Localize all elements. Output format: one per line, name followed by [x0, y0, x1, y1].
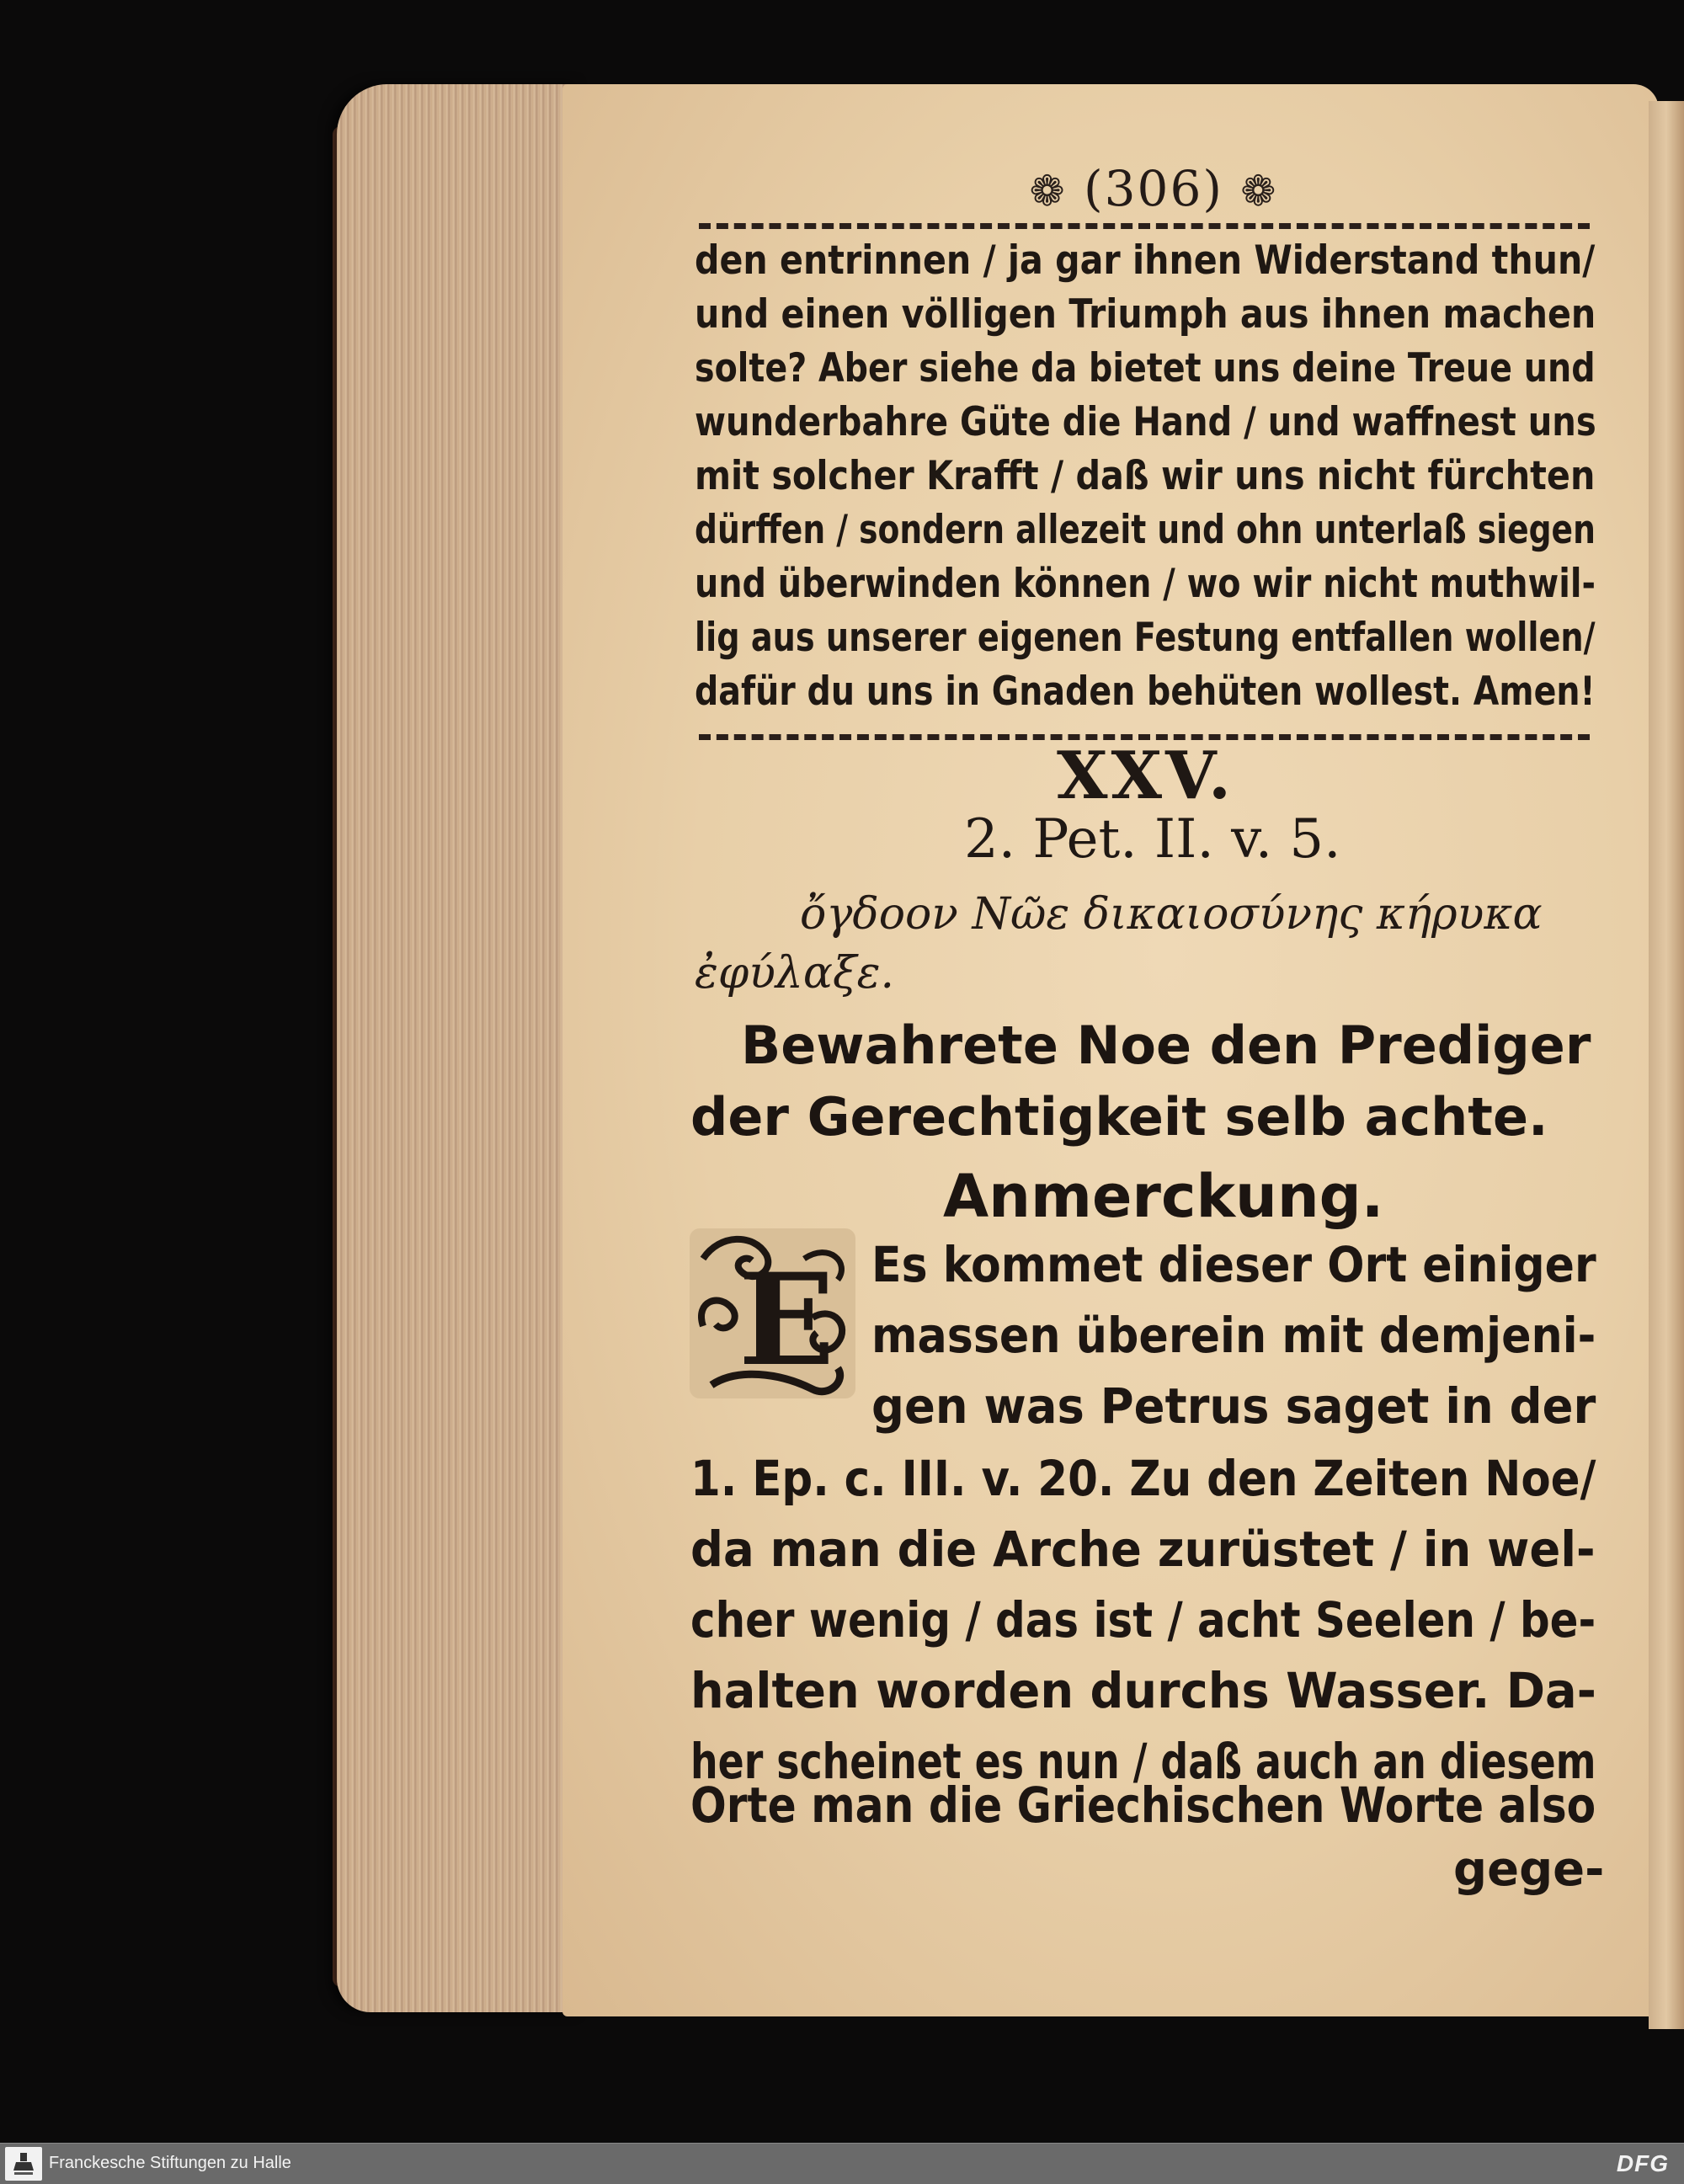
top-rule-divider — [699, 223, 1590, 229]
translation-line: Bewahrete Noe den Prediger — [741, 1015, 1591, 1076]
footer-institution-link[interactable]: Franckesche Stiftungen zu Halle — [49, 2154, 291, 2172]
prayer-line: den entrinnen / ja gar ihnen Widerstand thun/ — [695, 237, 1596, 284]
body-text-line: cher wenig / das ist / acht Seelen / be- — [690, 1591, 1596, 1649]
viewer-footer — [0, 2143, 1684, 2184]
page-edges-stack — [337, 84, 581, 2012]
prayer-line: und einen völligen Triumph aus ihnen machen — [695, 291, 1596, 338]
body-text-line: gen was Petrus saget in der — [871, 1377, 1596, 1435]
left-ornament-icon: ❁ — [1029, 167, 1067, 216]
right-ornament-icon: ❁ — [1240, 167, 1278, 216]
prayer-line: dürffen / sondern allezeit und ohn unterlaß siegen — [695, 507, 1596, 553]
body-text-line: 1. Ep. c. III. v. 20. Zu den Zeiten Noe/ — [690, 1450, 1596, 1507]
next-page-edge — [1649, 101, 1684, 2029]
greek-text-line: ὄγδοον Νῶε δικαιοσύνης κήρυκα — [800, 889, 1543, 940]
prayer-line: und überwinden können / wo wir nicht muthwil- — [695, 561, 1596, 607]
greek-text-line: ἐφύλαξε. — [695, 948, 895, 999]
prayer-line: dafür du uns in Gnaden behüten wollest. Amen! — [695, 669, 1596, 715]
prayer-line: solte? Aber siehe da bietet uns deine Treue und — [695, 345, 1596, 392]
body-text-line: halten worden durchs Wasser. Da- — [690, 1662, 1596, 1719]
page-number: (306) — [1084, 160, 1223, 217]
body-text-line: Es kommet dieser Ort einiger — [871, 1236, 1596, 1293]
page-number-header — [1010, 160, 1297, 217]
body-text-line: massen überein mit demjeni- — [871, 1307, 1596, 1364]
body-text-line: her scheinet es nun / daß auch an diesem — [690, 1733, 1596, 1790]
body-text-line: da man die Arche zurüstet / in wel- — [690, 1521, 1596, 1578]
scripture-reference: 2. Pet. II. v. 5. — [964, 808, 1341, 871]
body-text-line: Orte man die Griechischen Worte also — [690, 1776, 1596, 1834]
catchword: gege- — [1453, 1842, 1605, 1897]
prayer-line: mit solcher Krafft / daß wir uns nicht fürchten — [695, 453, 1596, 499]
prayer-line: lig aus unserer eigenen Festung entfallen wollen/ — [695, 615, 1596, 661]
section-number: XXV. — [1057, 738, 1235, 814]
ornamental-initial — [686, 1225, 859, 1402]
dfg-logo[interactable]: DFG — [1616, 2150, 1669, 2176]
annotation-heading: Anmerckung. — [943, 1162, 1384, 1231]
svg-text:E: E — [738, 1246, 835, 1394]
institution-emblem-icon — [11, 2150, 36, 2177]
ornamental-initial-icon — [686, 1225, 859, 1402]
franckesche-stiftungen-logo-icon[interactable] — [5, 2147, 42, 2181]
prayer-line: wunderbahre Güte die Hand / und waffnest uns — [695, 399, 1596, 445]
translation-line: der Gerechtigkeit selb achte. — [690, 1086, 1548, 1148]
